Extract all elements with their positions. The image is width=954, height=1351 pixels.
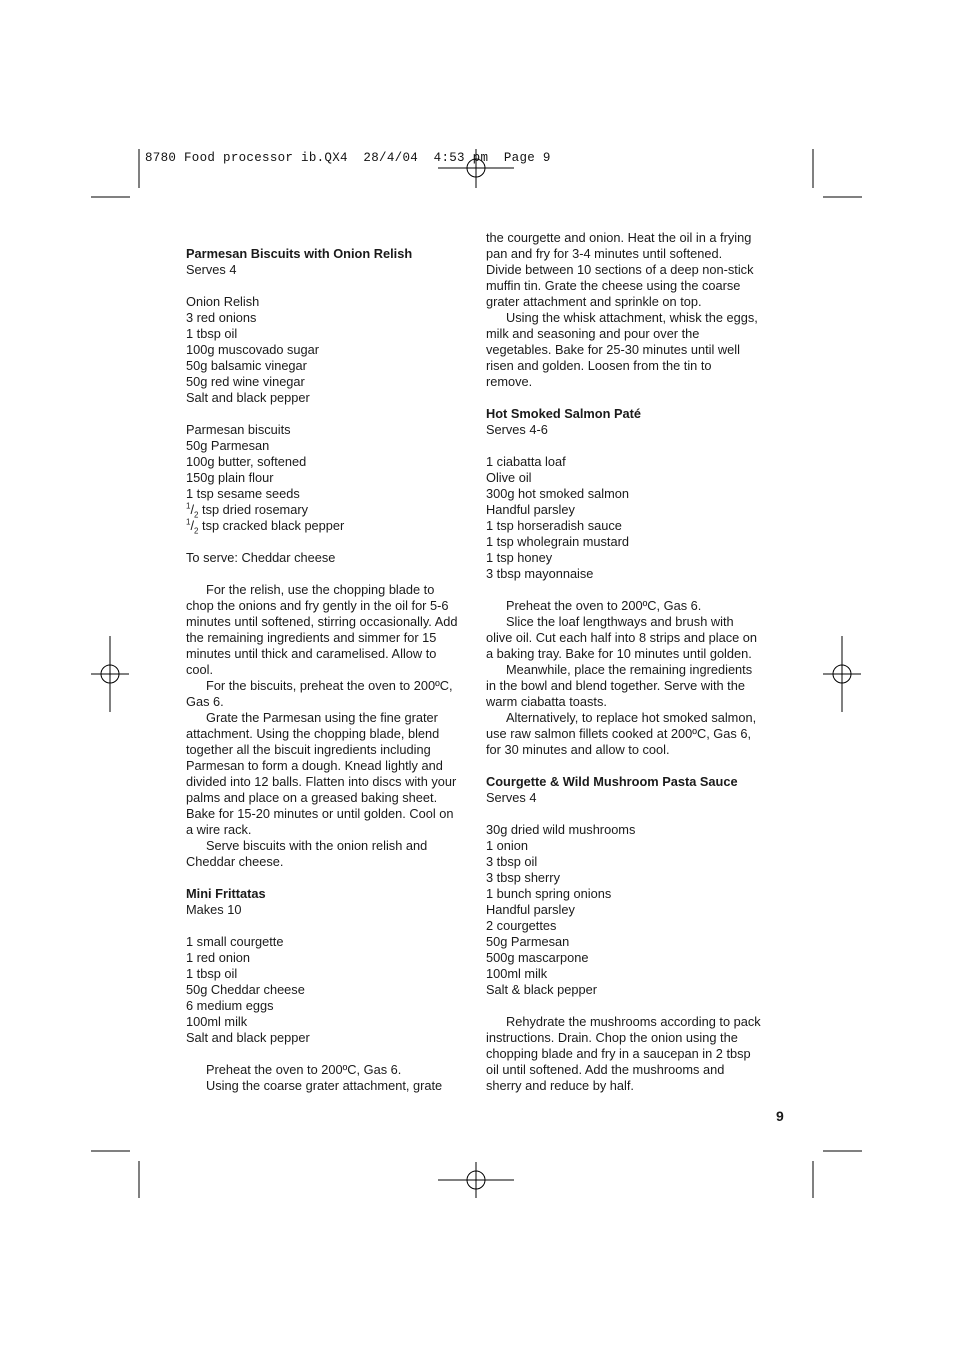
text-line: Handful parsley bbox=[486, 902, 575, 917]
text-line: the remaining ingredients and simmer for 15 bbox=[186, 630, 437, 645]
text-line: oil until softened. Add the mushrooms and bbox=[486, 1062, 725, 1077]
text-line: 500g mascarpone bbox=[486, 950, 589, 965]
text-line: minutes until thick and caramelised. Allow to bbox=[186, 646, 437, 661]
fraction-numerator: 1 bbox=[186, 501, 191, 511]
fraction-denominator: 2 bbox=[194, 510, 199, 520]
text-line: Serves 4-6 bbox=[486, 422, 548, 437]
text-line: muffin tin. Grate the cheese using the coarse bbox=[486, 278, 741, 293]
fraction-denominator: 2 bbox=[194, 526, 199, 536]
text-line: 1 onion bbox=[486, 838, 528, 853]
blank-line bbox=[186, 918, 468, 934]
text-line: palms and place on a greased baking sheet. bbox=[186, 790, 438, 805]
text-line: Salt and black pepper bbox=[186, 390, 310, 405]
text-line: 50g Parmesan bbox=[486, 934, 570, 949]
text-line: To serve: Cheddar cheese bbox=[186, 550, 336, 565]
text-line: 1 tbsp oil bbox=[186, 966, 238, 981]
text-line: Cheddar cheese. bbox=[186, 854, 284, 869]
text-line: 50g red wine vinegar bbox=[186, 374, 305, 389]
text-line: 100ml milk bbox=[186, 1014, 248, 1029]
text-line: Salt & black pepper bbox=[486, 982, 597, 997]
text-line: Serves 4 bbox=[186, 262, 237, 277]
method-paragraph-start: For the relish, use the chopping blade to bbox=[206, 582, 435, 597]
text-line: a wire rack. bbox=[186, 822, 252, 837]
text-line: 30g dried wild mushrooms bbox=[486, 822, 636, 837]
text-line: cool. bbox=[186, 662, 214, 677]
text-line: 150g plain flour bbox=[186, 470, 274, 485]
text-line: 50g balsamic vinegar bbox=[186, 358, 307, 373]
text-line: use raw salmon fillets cooked at 200ºC, Gas 6, bbox=[486, 726, 752, 741]
blank-line bbox=[486, 438, 768, 454]
text-line: 100ml milk bbox=[486, 966, 548, 981]
text-line: Gas 6. bbox=[186, 694, 224, 709]
ingredient-line-fraction: $^1/_2$ tsp cracked black pepper bbox=[186, 517, 345, 536]
text-line: together all the biscuit ingredients including bbox=[186, 742, 431, 757]
text-line: Handful parsley bbox=[486, 502, 575, 517]
text-line: instructions. Drain. Chop the onion using the bbox=[486, 1030, 738, 1045]
text-line: minutes until softened, stirring occasionally. Add bbox=[186, 614, 458, 629]
fraction-numerator: 1 bbox=[186, 517, 191, 527]
text-line: warm ciabatta toasts. bbox=[486, 694, 607, 709]
text-line: 3 tbsp mayonnaise bbox=[486, 566, 594, 581]
method-paragraph-start: Serve biscuits with the onion relish and bbox=[206, 838, 428, 853]
text-line: Makes 10 bbox=[186, 902, 242, 917]
text-line: olive oil. Cut each half into 8 strips and place on bbox=[486, 630, 758, 645]
blank-line bbox=[486, 806, 768, 822]
blank-line bbox=[186, 870, 468, 886]
text-line: 2 courgettes bbox=[486, 918, 557, 933]
recipe-heading: Hot Smoked Salmon Paté bbox=[486, 406, 642, 421]
method-paragraph-start: Meanwhile, place the remaining ingredients bbox=[506, 662, 753, 677]
text-line: 1 tsp sesame seeds bbox=[186, 486, 300, 501]
method-paragraph-start: Preheat the oven to 200ºC, Gas 6. bbox=[506, 598, 702, 613]
method-paragraph-start: Slice the loaf lengthways and brush with bbox=[506, 614, 734, 629]
recipe-heading: Mini Frittatas bbox=[186, 886, 266, 901]
text-line: 1 tbsp oil bbox=[186, 326, 238, 341]
blank-line bbox=[186, 406, 468, 422]
method-paragraph-start: Using the whisk attachment, whisk the eggs, bbox=[506, 310, 758, 325]
text-line: vegetables. Bake for 25-30 minutes until well bbox=[486, 342, 740, 357]
text-line: 1 bunch spring onions bbox=[486, 886, 612, 901]
method-paragraph-start: Alternatively, to replace hot smoked salmon, bbox=[506, 710, 757, 725]
text-line: sherry and reduce by half. bbox=[486, 1078, 634, 1093]
text-line: Serves 4 bbox=[486, 790, 537, 805]
blank-line bbox=[186, 566, 468, 582]
text-line: 3 tbsp sherry bbox=[486, 870, 560, 885]
right-text-column bbox=[486, 230, 768, 1094]
text-line: milk and seasoning and pour over the bbox=[486, 326, 700, 341]
text-line: 100g muscovado sugar bbox=[186, 342, 320, 357]
text-line: divided into 12 balls. Flatten into discs with your bbox=[186, 774, 457, 789]
method-paragraph-start: For the biscuits, preheat the oven to 200ºC, bbox=[206, 678, 453, 693]
text-line: 1 tsp honey bbox=[486, 550, 553, 565]
method-paragraph-start: Using the coarse grater attachment, grate bbox=[206, 1078, 443, 1093]
text-line: chop the onions and fry gently in the oil for 5-6 bbox=[186, 598, 449, 613]
method-paragraph-start: Rehydrate the mushrooms according to pack bbox=[506, 1014, 761, 1029]
text-line: a baking tray. Bake for 10 minutes until golden. bbox=[486, 646, 752, 661]
text-line: grater attachment and sprinkle on top. bbox=[486, 294, 702, 309]
text-line: Onion Relish bbox=[186, 294, 260, 309]
method-paragraph-start: Preheat the oven to 200ºC, Gas 6. bbox=[206, 1062, 402, 1077]
text-line: chopping blade and fry in a saucepan in 2 tbsp bbox=[486, 1046, 751, 1061]
text-line: 1 tsp horseradish sauce bbox=[486, 518, 622, 533]
text-line: for 30 minutes and allow to cool. bbox=[486, 742, 670, 757]
text-line: 3 red onions bbox=[186, 310, 257, 325]
text-line: 1 tsp wholegrain mustard bbox=[486, 534, 629, 549]
blank-line bbox=[186, 1046, 468, 1062]
text-line: Salt and black pepper bbox=[186, 1030, 310, 1045]
recipe-heading: Courgette & Wild Mushroom Pasta Sauce bbox=[486, 774, 738, 789]
print-slug-line: 8780 Food processor ib.QX4 28/4/04 4:53 pm Page 9 bbox=[145, 151, 551, 165]
text-line: pan and fry for 3-4 minutes until softened. bbox=[486, 246, 723, 261]
text-line: 6 medium eggs bbox=[186, 998, 274, 1013]
text-line: 100g butter, softened bbox=[186, 454, 307, 469]
text-line: Parmesan to form a dough. Knead lightly and bbox=[186, 758, 443, 773]
blank-line bbox=[186, 278, 468, 294]
text-line: 3 tbsp oil bbox=[486, 854, 538, 869]
text-line: risen and golden. Loosen from the tin to bbox=[486, 358, 712, 373]
text-line: 300g hot smoked salmon bbox=[486, 486, 629, 501]
text-line: Bake for 15-20 minutes or until golden. Cool on bbox=[186, 806, 454, 821]
blank-line bbox=[186, 534, 468, 550]
recipe-heading: Parmesan Biscuits with Onion Relish bbox=[186, 246, 413, 261]
page-number: 9 bbox=[776, 1108, 784, 1124]
text-line: 1 ciabatta loaf bbox=[486, 454, 566, 469]
blank-line bbox=[486, 998, 768, 1014]
blank-line bbox=[486, 582, 768, 598]
method-paragraph-start: Grate the Parmesan using the fine grater bbox=[206, 710, 438, 725]
text-line: 50g Cheddar cheese bbox=[186, 982, 305, 997]
blank-line bbox=[486, 758, 768, 774]
left-text-column bbox=[186, 246, 468, 1094]
text-line: remove. bbox=[486, 374, 533, 389]
text-line: the courgette and onion. Heat the oil in a frying bbox=[486, 230, 752, 245]
text-line: 50g Parmesan bbox=[186, 438, 270, 453]
text-line: attachment. Using the chopping blade, blend bbox=[186, 726, 440, 741]
text-line: Olive oil bbox=[486, 470, 532, 485]
text-line: in the bowl and blend together. Serve with the bbox=[486, 678, 745, 693]
text-line: 1 small courgette bbox=[186, 934, 284, 949]
text-line: 1 red onion bbox=[186, 950, 251, 965]
text-line: Divide between 10 sections of a deep non-stick bbox=[486, 262, 754, 277]
ingredient-line-fraction: $^1/_2$ tsp dried rosemary bbox=[186, 501, 308, 520]
text-line: Parmesan biscuits bbox=[186, 422, 291, 437]
blank-line bbox=[486, 390, 768, 406]
